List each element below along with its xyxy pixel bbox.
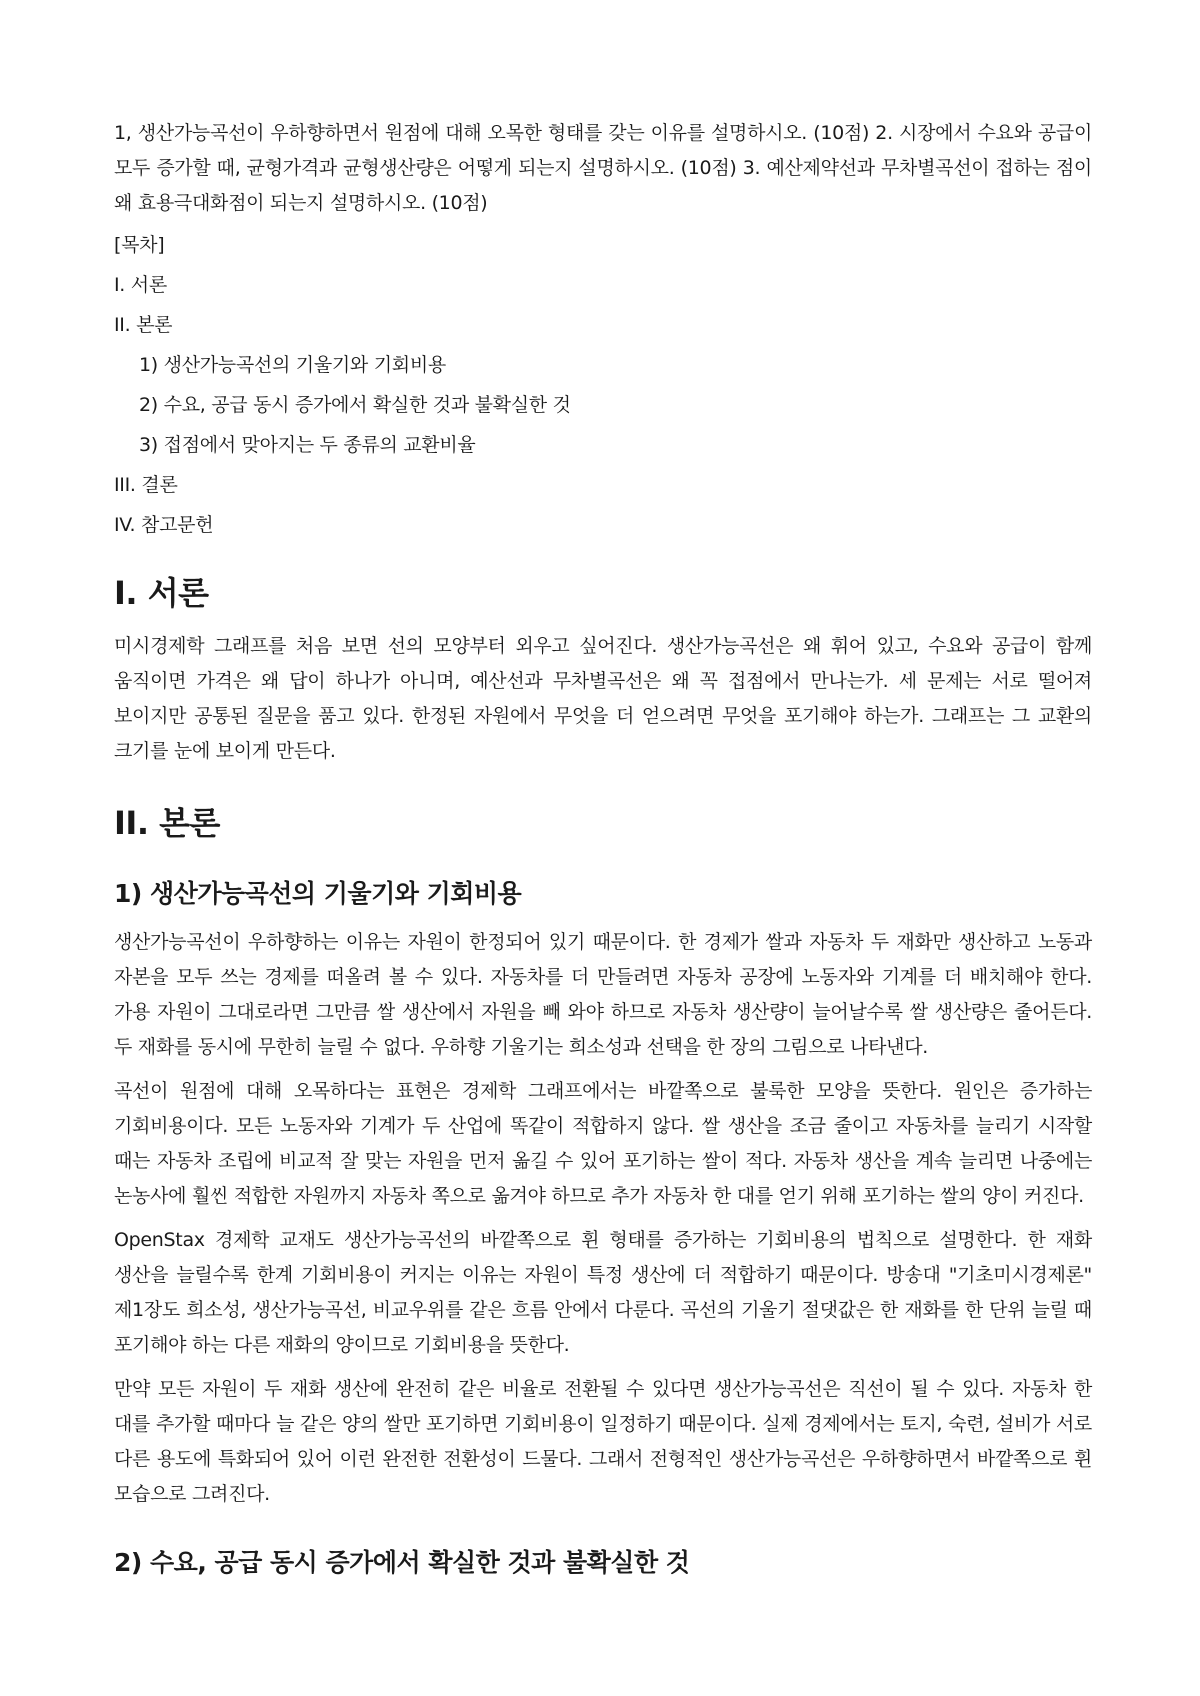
toc-title: [목차] [114, 234, 165, 256]
section-heading-intro: I. 서론 [114, 574, 209, 612]
toc-item-references: IV. 참고문헌 [114, 514, 214, 536]
toc-item-body-2: 2) 수요, 공급 동시 증가에서 확실한 것과 불확실한 것 [139, 394, 571, 416]
body-paragraph: 생산가능곡선이 우하향하는 이유는 자원이 한정되어 있기 때문이다. 한 경제가 쌀과 자동차 두 재화만 생산하고 노동과 자본을 모두 쓰는 경제를 떠올려 볼 수 있다. 자동차를 더 만들려면 자동차 공장에 노동자와 기계를 더 배치해야 한다. 가용 자원이 그대로라면 그만큼 쌀 생산에서 자원을 빼 와야 하므로 자동차 생산량이 늘어날수록 쌀 생산량은 줄어든다. 두 재화를 동시에 무한히 늘릴 수 없다. 우하향 기울기는 희소성과 선택을 한 장의 그림으로 나타낸다. [114, 931, 1092, 1058]
subsection-heading-1: 1) 생산가능곡선의 기울기와 기회비용 [114, 879, 522, 908]
toc-item-body-1: 1) 생산가능곡선의 기울기와 기회비용 [139, 354, 446, 376]
assignment-questions: 1, 생산가능곡선이 우하향하면서 원점에 대해 오목한 형태를 갖는 이유를 설명하시오. (10점) 2. 시장에서 수요와 공급이 모두 증가할 때, 균형가격과 균형생산량은 어떻게 되는지 설명하시오. (10점) 3. 예산제약선과 무차별곡선이 접하는 점이 왜 효용극대화점이 되는지 설명하시오. (10점) [114, 122, 1092, 214]
toc-item-body-3: 3) 접점에서 맞아지는 두 종류의 교환비율 [139, 434, 476, 456]
table-of-contents [114, 231, 1092, 539]
body-paragraph: 만약 모든 자원이 두 재화 생산에 완전히 같은 비율로 전환될 수 있다면 생산가능곡선은 직선이 될 수 있다. 자동차 한 대를 추가할 때마다 늘 같은 양의 쌀만 포기하면 기회비용이 일정하기 때문이다. 실제 경제에서는 토지, 숙련, 설비가 서로 다른 용도에 특화되어 있어 이런 완전한 전환성이 드물다. 그래서 전형적인 생산가능곡선은 우하향하면서 바깥쪽으로 휜 모습으로 그려진다. [114, 1378, 1092, 1505]
body-paragraph: 곡선이 원점에 대해 오목하다는 표현은 경제학 그래프에서는 바깥쪽으로 불룩한 모양을 뜻한다. 원인은 증가하는 기회비용이다. 모든 노동자와 기계가 두 산업에 똑같이 적합하지 않다. 쌀 생산을 조금 줄이고 자동차를 늘리기 시작할 때는 자동차 조립에 비교적 잘 맞는 자원을 먼저 옮길 수 있어 포기하는 쌀이 적다. 자동차 생산을 계속 늘리면 나중에는 논농사에 훨씬 적합한 자원까지 자동차 쪽으로 옮겨야 하므로 추가 자동차 한 대를 얻기 위해 포기하는 쌀의 양이 커진다. [114, 1080, 1092, 1207]
section-heading-body: II. 본론 [114, 804, 220, 842]
subsection-heading-2: 2) 수요, 공급 동시 증가에서 확실한 것과 불확실한 것 [114, 1548, 690, 1577]
intro-paragraph: 미시경제학 그래프를 처음 보면 선의 모양부터 외우고 싶어진다. 생산가능곡선은 왜 휘어 있고, 수요와 공급이 함께 움직이면 가격은 왜 답이 하나가 아니며, 예산선과 무차별곡선은 왜 꼭 접점에서 만나는가. 세 문제는 서로 떨어져 보이지만 공통된 질문을 품고 있다. 한정된 자원에서 무엇을 더 얻으려면 무엇을 포기해야 하는가. 그래프는 그 교환의 크기를 눈에 보이게 만든다. [114, 635, 1092, 762]
toc-item-body: II. 본론 [114, 314, 173, 336]
toc-item-intro: I. 서론 [114, 274, 167, 296]
body-paragraph: OpenStax 경제학 교재도 생산가능곡선의 바깥쪽으로 휜 형태를 증가하는 기회비용의 법칙으로 설명한다. 한 재화 생산을 늘릴수록 한계 기회비용이 커지는 이유는 자원이 특정 생산에 더 적합하기 때문이다. 방송대 "기초미시경제론" 제1장도 희소성, 생산가능곡선, 비교우위를 같은 흐름 안에서 다룬다. 곡선의 기울기 절댓값은 한 재화를 한 단위 늘릴 때 포기해야 하는 다른 재화의 양이므로 기회비용을 뜻한다. [114, 1229, 1092, 1356]
toc-item-conclusion: III. 결론 [114, 474, 178, 496]
